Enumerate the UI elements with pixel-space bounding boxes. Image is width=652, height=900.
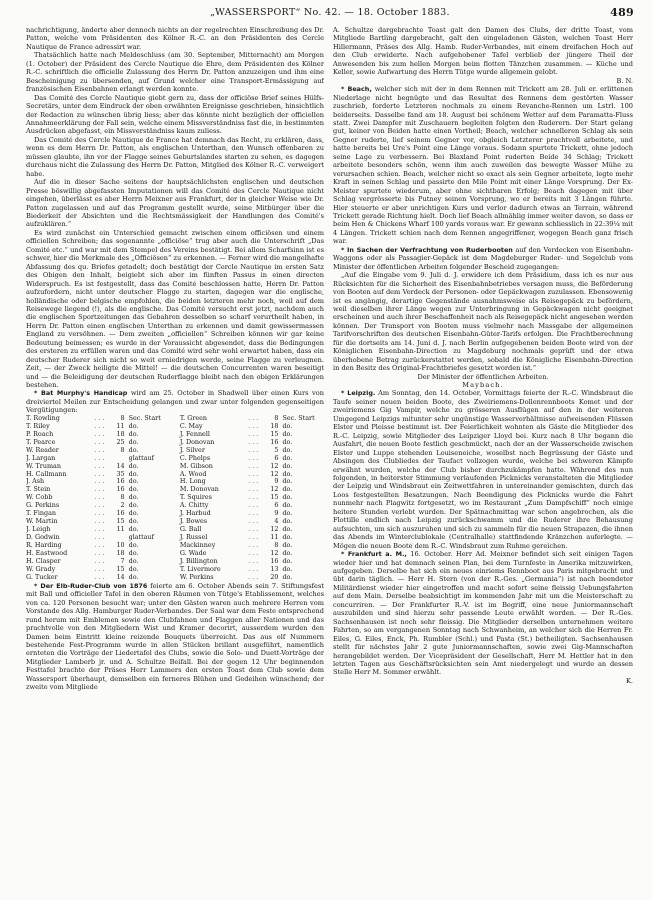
handicap-value: 18 (116, 429, 125, 438)
handicap-value: 12 (270, 469, 279, 478)
article-leipzig (333, 389, 633, 550)
column-gap (170, 518, 180, 526)
rower-name: T. Green (179, 413, 208, 422)
rower-name: T. Stein (26, 485, 51, 494)
table-row (26, 574, 324, 582)
handicap-unit: do. (128, 477, 139, 486)
rower-name: T. Pearce (26, 437, 56, 446)
signature: K. (625, 676, 633, 685)
handicap-value: 11 (116, 421, 125, 430)
left-column (26, 26, 324, 692)
handicap-value: 16 (116, 477, 125, 486)
handicap-unit: do. (282, 564, 293, 573)
column-gap (170, 439, 180, 447)
handicap-unit: do. (128, 501, 139, 510)
handicap-value: 16 (270, 557, 279, 565)
handicap-value: 12 (270, 525, 279, 534)
rower-name: J. Silver (179, 445, 205, 454)
table-row (26, 415, 324, 423)
paragraph: Das Comité des Cercle Nautique giebt gern zu, dass der officiöse Brief seines Hülfs-Secretärs, unter dem Eindruck der oben erwähnten Ereignisse geschrieben, hinsichtlich der Redaction zu wünschen übrig liess; aber das könnte nicht bezüglich der officiellen Annahmeerklärung der Fall sein, welche einem Missverständniss fast die, in bestimmten Ausdrücken abgefasst, ein Missverständniss kaum zuliess. (26, 93, 324, 136)
dot-leader (94, 574, 106, 582)
rower-name: Mackinney (179, 541, 216, 550)
table-row (26, 494, 324, 502)
signature: Maybach. (462, 381, 504, 390)
article-heading: * Beach, (341, 85, 372, 94)
handicap-unit: do. (128, 437, 139, 446)
handicap-unit: do. (282, 549, 293, 558)
handicap-value: 12 (270, 461, 279, 470)
rower-name: W. Truman (26, 461, 61, 470)
handicap-value: 4 (274, 517, 279, 526)
signature: Der Minister der öffentlichen Arbeiten. (417, 372, 549, 381)
column-gap (170, 566, 180, 574)
handicap-unit: do. (128, 421, 139, 430)
handicap-value: 14 (116, 572, 125, 581)
handicap-value: 15 (116, 517, 125, 526)
handicap-value: 6 (274, 501, 279, 510)
handicap-unit: glattauf (128, 453, 154, 462)
handicap-unit: do. (282, 501, 293, 510)
handicap-unit: do. (282, 477, 293, 486)
handicap-unit: do. (128, 429, 139, 438)
handicap-value: 9 (274, 477, 279, 486)
handicap-unit: do. (282, 517, 293, 526)
handicap-value: 11 (270, 533, 279, 542)
table-row (26, 478, 324, 486)
rower-name: W. Perkins (179, 572, 214, 581)
column-gap (170, 526, 180, 534)
handicap-value: 14 (116, 461, 125, 470)
rower-name: G. Wade (179, 549, 207, 558)
article-text: wird am 25. October in Shadwell über einen Kurs von dreiviertel Meilen zur Entscheidung gelangen und zwar unter folgenden gegenseitigen Vergütigungen: (26, 389, 324, 415)
article-text: feierte am 6. October Abends sein 7. Stiftungsfest mit Ball und officieller Tafel in den oberen Räumen von Tütge's Etablissement, welches von ca. 120 Personen besucht war; unter den Gästen waren auch mehrere Herren vom Vorstande des Allg. Hamburger Ruder-Verbandes. Der Saal war dem Feste entsprechend rund herum mit Emblemen sowie den Clubfahnen und Flaggen aller Nationen und das prachtvolle von den Mitgliedern Wist und Kramer decorirt, ausserdem wurden den Damen beim Eintritt kleine reizende Bouquets überreicht. Das aus elf Nummern bestehende Fest-Programm wurde in allen Stücken brillant ausgeführt, namentlich ernteten die Vorträge der Liedertafel des Clubs, sowie die Solo- und Duett-Vorträge der Mitglieder Lamberb jr. und A. Schultze Beifall. Bei der gegen 12 Uhr beginnenden Festtafel brachte der Präses Herr Lammers den ersten Toast dem Club sowie dem Wassersport überhaupt, demselben ein ferneres Blühen und Gedeihen wünschend; der zweite vom Mitgliede (26, 581, 324, 692)
article-elb-ruder-club (26, 582, 324, 692)
handicap-unit: do. (128, 461, 139, 470)
rower-name: M. Donovan (179, 485, 219, 494)
rower-name: H. Long (179, 477, 206, 486)
right-column (333, 26, 633, 685)
handicap-unit: do. (128, 517, 139, 526)
handicap-unit: do. (282, 533, 293, 542)
column-gap (170, 486, 180, 494)
rower-name: J. Leigh (26, 525, 51, 534)
rower-name: J. Bowes (179, 517, 208, 526)
article-text: 16. October. Herr Ad. Meixner befindet sich seit einigen Tagen wieder hier und hat demnach seinen Plan, bei dem Turnfeste in Amerika mitzuwirken, aufgegeben. Derselbe hat sich ein neues einriems Rennboot aus Paris mitgebracht und übt darin täglich. — Herr H. Stern (von der R.-Ges. „Germania“) ist nach beendeter Militärdienst wieder hier eingetroffen und macht sofort seine fleissig Uebungsfahrten auf dem Main. Derselbe beabsichtigt im kommenden Jahr mit um die Meisterschaft zu concurriren. — Der Frankfurter R.-V. ist im Begriff, eine neue Juniormannschaft auszubilden und sind hierzu sehr passende Leute erwählt worden. — Der R.-Ges. Sachsenhausen ist noch sehr fleissig. Die Mitglieder derselben unternehmen weitere Fahrten, so am vergangenen Sonntag nach Schwanheim, an welcher sich die Herren Fr. Eiles, G. Eiles, Enck, Ph. Rumbler (Schl.) und Pasta (St.) betheiligten. Sachsenhausen stellt für nächstes Jahr 2 gute Juniormannschaften, sowie zwei Gig-Mannschaften herangebildet werden. Der Vicepräsident der Gesellschaft, Herr M. Hettler hat in den letzten Tagen aus Geschäftsrücksichten sein Amt niedergelegt und wurde an dessen Stelle Herr M. Sommer erwählt. (333, 550, 633, 677)
handicap-table (26, 415, 324, 582)
article-text: auf den Verdecken von Eisenbahn-Waggons oder als Passagier-Gepäck ist dem Magdeburger Ruder- und Segelclub vom Minister der öffentlichen Arbeiten folgender Bescheid zugegangen: (333, 245, 633, 271)
article-heading: * Frankfurt a. M., (341, 550, 407, 559)
handicap-unit: do. (282, 541, 293, 550)
handicap-unit: do. (282, 557, 293, 565)
rower-name: G. Ball (179, 525, 202, 534)
table-row (26, 542, 324, 550)
table-row (26, 558, 324, 566)
table-row (26, 423, 324, 431)
handicap-unit: do. (128, 572, 139, 581)
running-title: „WASSERSPORT“ No. 42. — 18. October 1883. (210, 7, 450, 18)
article-heading: * Der Elb-Ruder-Club von 1876 (34, 581, 148, 590)
handicap-unit: do. (128, 557, 139, 565)
rower-name: T. Livermore (179, 564, 221, 573)
handicap-value: 10 (116, 541, 125, 550)
handicap-value: 13 (270, 564, 279, 573)
handicap-unit: do. (128, 445, 139, 454)
rower-name: A. Wood (179, 469, 207, 478)
rower-name: G. Perkins (26, 501, 60, 510)
handicap-unit: do. (128, 549, 139, 558)
column-gap (170, 415, 180, 423)
paragraph: nachrichtigung, änderte aber dennoch nichts an der regelrechten Einschreibung des Dr. Patton, welche vom Präsidenten des Kölner R.-C. an den Präsidenten des Cercle Nautique de France adressirt war. (26, 26, 324, 51)
column-gap (170, 471, 180, 479)
article-text: Am Sonntag, den 14. October, Vormittags feierte der R.-C. Windsbraut die Taufe seiner neuen beiden Boote, des Zweiriemens-Dollenrennboots Komet und der zweiriemens Gig Vampir, welche zu grösseren Ausflügen auf den in der weiteren Umgegend Leipzigs mitunter sehr ungünstige Wasserverhältnisse aufweisenden Flüssen Elster und Pleisse bestimmt ist. Der Feierlichkeit wohnten als Gäste die Mitglieder des R.-C. Leipzig, sowie Mitglieder des Leipziger Lloyd bei. Kurz nach 8 Uhr begann die Ausfahrt, die neuen Boote festlich geschmückt, nach der an der Wasserscheide zwischen Elster und Luppe stehenden Louiseneiche, woselbst nach Begrüssung der Gäste und Absingen des Clubliedes der Taufact vollzogen wurde, welche bei schweren Kämpfe erwähnt wurden, welche der Club bisher durchzukämpfen hatte. Während des nun folgenden, in heiterster Stimmung verlaufenden Picknicks veranstalteten die Mitglieder der Leipzig und Windsbraut ein Zeitwettfahren in untereinander gemischten, durch das Loos festgestellten Besatzungen. Nach Beendigung des Picknicks wurde die Fahrt nunmehr nach Plagwitz fortgesetzt, wo im Restaurant „Zum Dampfschiff“ noch einige heitere Stunden verlebt wurden. Der Spätnachmittag war schon angebrochen, als die Flottille endlich nach Leipzig zurückschwamm und die Ruderer ihre Behausung aufsuchten, um sich auszuruhen und sich zu sammeln für die neuen Strapazen, die ihnen das Abends im Winterclublokale (Centralhalle) stattfindende Kränzchen auferlegte. — Mögen die neuen Boote dem R.-C. Windsbraut zum Ruhme gereichen. (333, 389, 633, 550)
rower-name: W. Reader (26, 445, 59, 454)
handicap-value: 35 (116, 469, 125, 478)
rower-name: T. Riley (26, 421, 50, 430)
handicap-unit: do. (282, 429, 293, 438)
rower-name: J. Donovan (179, 437, 215, 446)
article-heading: * Leipzig. (341, 389, 376, 398)
rower-name: H. Eastwood (26, 549, 68, 558)
table-row (26, 566, 324, 574)
article-bat-murphy (26, 389, 324, 414)
rower-name: T. Squires (179, 493, 212, 502)
signature: B. N. (616, 76, 633, 85)
handicap-unit: do. (282, 493, 293, 502)
rower-name: T. Fingan (26, 509, 56, 518)
table-row (26, 447, 324, 455)
column-gap (170, 447, 180, 455)
handicap-value: 16 (116, 509, 125, 518)
handicap-value: 9 (274, 509, 279, 518)
rower-name: H. Clasper (26, 557, 61, 565)
table-row (26, 550, 324, 558)
rower-name: G. Tucker (26, 572, 58, 581)
rower-name: M. Gibson (179, 461, 213, 470)
handicap-unit: do. (282, 445, 293, 454)
rower-name: J. Ash (26, 477, 45, 486)
handicap-unit: do. (282, 421, 293, 430)
handicap-value: 15 (270, 429, 279, 438)
column-gap (170, 455, 180, 463)
table-row (26, 502, 324, 510)
column-gap (170, 463, 180, 471)
handicap-value: 20 (270, 572, 279, 581)
rower-name: W. Grady (26, 564, 56, 573)
page-header (26, 7, 634, 21)
article-text: welcher sich mit der in dem Rennen mit Trickett am 28. Juli er. erlittenen Niederlage nicht begnügte und das Resultat des Rennens dem gestörten Wasser zuschrieb, forderte Letzteren nochmals zu einem Revanche-Rennen um Lstrl. 100 beiderseits. Dasselbe fand am 18. August bei schönem Wetter auf dem Paramatta-Fluss statt. Zwei Dampfer mit Zuschauern begleiten folgten den Ruderern. Der Start gelang gut, keiner von Beiden hatte einen Vortheil; Beach, welcher schnelleren Schlag als sein Gegner ruderte, lief seinem Gegner vor, obgleich Letzterer prachtvoll arbeitete, und hatte bereits bei Ure's Point eine Länge voraus. Sodann spurtete Trickett, ohne jedoch seine Lage zu verbessern. Bei Blaxland Point ruderten Beide 34 Schlag; Trickett arbeitete besonders schön, wenn ihm auch zuweilen das bewegte Wasser Mühe zu verursachen schien. Beach, welcher nicht so exact als sein Gegner arbeitete, legte mehr Kraft in seinen Schlag und passirte den Mile Point mit einer Länge Vorsprung. Der Ex-Meister spurtete wiederum, aber ohne sichtbaren Erfolg; Beach dagegen mit über Schlag vergrösserte bis Putney seinen Vorsprung, wo er bereits mit 3 Längen führte. Hier steuerte er aber unrichtigen Kurs und verlor dadurch etwas an Terrain, während Trickett gerade Richtung hielt. Doch lief Beach allmählig immer weiter davon, so dass er beim Hen & Chickens Wharf 100 yards voraus war. Er gewann schliesslich in 22:39¼ mit 4 Längen. Trickett schien nach dem Rennen angegriffener, wogegen Beach ganz frisch war. (333, 85, 633, 246)
handicap-value: 8 (120, 493, 125, 502)
rower-name: W. Cobb (26, 493, 53, 502)
article-heading: * In Sachen der Verfrachtung von Ruderbooten (341, 245, 513, 254)
dot-leader (248, 574, 260, 582)
handicap-value: 16 (116, 485, 125, 494)
handicap-value: 8 (274, 413, 279, 422)
handicap-value: 25 (116, 437, 125, 446)
handicap-unit: do. (282, 572, 293, 581)
handicap-value: 18 (270, 421, 279, 430)
handicap-value: 16 (270, 437, 279, 446)
handicap-value: 8 (120, 445, 125, 454)
handicap-unit: do. (282, 461, 293, 470)
handicap-value: 12 (270, 549, 279, 558)
handicap-value: 8 (120, 413, 125, 422)
quoted-decree: „Auf die Eingabe vom 9. Juli d. J. erwidere ich dem Präsidium, dass ich es nur aus Rücksichten für die Sicherheit des Eisenbahnbetriebes versagen muss, die Beförderung von Booten auf dem Verdeck der Personen- oder Gepäckwagen zuzulassen. Ebensowenig ist es angängig, derartige Gegenstände ausnahmsweise als Reisegepäck zu befördern, weil dieselben ihrer Länge wegen zur Unterbringung in Gepäckwagen nicht geeignet erscheinen und auch ihrer Beschaffenheit nach als Reisegepäck nicht angesehen werden können. Der Transport von Booten muss vielmehr nach Massgabe der allgemeinen Tarifvorschriften des deutschen Eisenbahn-Güter-Tarifs erfolgen. Die Frachtberechnung für die dortseits am 14. Juni d. J. nach Berlin aufgegebenen beiden Boote wird von der Königlichen Eisenbahn-Direction zu Magdeburg nochmals geprüft und der etwa überhobene Betrag zurückerstattet werden, sobald die Königliche Eisenbahn-Direction in den Besitz des Original-Frachtbriefes gesetzt worden ist.“ (333, 271, 633, 373)
table-row (26, 439, 324, 447)
handicap-unit: do. (282, 525, 293, 534)
handicap-unit: do. (282, 453, 293, 462)
article-verfrachtung (333, 246, 633, 271)
rower-name: C. May (179, 421, 203, 430)
column-gap (170, 510, 180, 518)
handicap-unit: do. (282, 469, 293, 478)
rower-name: W. Martin (26, 517, 58, 526)
handicap-unit: Sec. Start (128, 413, 161, 422)
handicap-unit: do. (128, 469, 139, 478)
handicap-value: 15 (116, 564, 125, 573)
column-gap (170, 431, 180, 439)
handicap-unit: do. (128, 541, 139, 550)
column-gap (170, 494, 180, 502)
handicap-value: 18 (116, 549, 125, 558)
handicap-unit: do. (128, 564, 139, 573)
handicap-unit: glattauf (128, 533, 154, 542)
paragraph: Es wird zunächst ein Unterschied gemacht zwischen einem officiösen und einem officiellen Schreiben; das sogenannte „officiöse“ trug aber auch die Unterschrift „Das Comité etc.“ und war mit dem Stempel des Vereins bestätigt. Bei allem Scharfsinn ist es schwer, hier die Merkmale des „Officiösen“ zu erkennen. — Ferner wird die mangelhafte Abfassung des qu. Briefes getadelt; doch bestätigt der Cercle Nautique im ersten Satz des Obigen den Inhalt, beigiebt sich aber im fünften Passus in einen directen Widerspruch. Es ist festgestellt, dass das Comité beschlossen hatte, Herrn Dr. Patton aufzufordern, nicht unter deutscher Flagge zu starten, dagegen war die englische, holländische oder belgische empfohlen, die beiden letzteren mehr noch, weil auf dem Reisewege liegend (!), als die englische. Das Comité versucht erst jetzt, nachdem auch die englischen Sportzeitungen das Gebahren desselben so scharf verurtheilt haben, in Herrn Dr. Patton einen englischen Unterthan zu erkennen und damit gewissermassen England zu versöhnen. — Dem zweiten „officiellen“ Schreiben können wir gar keine Bedeutung beimessen; es wurde in der Voraussicht abgesendet, dass die Bedingungen des ersteren zu erfüllen waren und das Comité wird sehr wohl erwartet haben, dass ein deutscher Ruderer sich nicht so weit erniedrigen werde, seine Flagge zu verleugnen. Zeit, — der Zweck heiligte die Mittel! — die deutschen Concurrenten waren beseitigt und — die Beleidigung der deutschen Ruderflagge bleibt nach den obigen Erklärungen bestehen. (26, 228, 324, 390)
handicap-value: 6 (274, 453, 279, 462)
handicap-value: 15 (270, 493, 279, 502)
handicap-value: 7 (120, 557, 125, 565)
rower-name: J. Harbud (179, 509, 211, 518)
handicap-value: 8 (274, 541, 279, 550)
rower-name: J. Billington (179, 557, 218, 565)
paragraph: Thatsächlich hatte nach Meldeschluss (am 30. September, Mitternacht) am Morgen (1. October) der Präsident des Cercle Nautique die Ehre, dem Präsidenten des Kölner R.-C. schriftlich die officielle Zulassung des Herrn Dr. Patton anzuzeigen und ihm eine Bescheinigung zu übersenden, auf Grund welcher eine Transport-Ermässigung auf französischen Eisenbahnen erlangt werden konnte. (26, 51, 324, 94)
column-gap (170, 478, 180, 486)
handicap-value: 11 (116, 525, 125, 534)
table-row (26, 431, 324, 439)
handicap-unit: do. (128, 509, 139, 518)
table-row (26, 455, 324, 463)
table-row (26, 534, 324, 542)
column-gap (170, 423, 180, 431)
handicap-unit: Sec. Start (282, 413, 315, 422)
column-gap (170, 542, 180, 550)
table-row (26, 510, 324, 518)
handicap-unit: do. (128, 485, 139, 494)
article-frankfurt (333, 550, 633, 677)
handicap-unit: do. (282, 437, 293, 446)
rower-name: J. Largan (26, 453, 56, 462)
handicap-value: 12 (270, 485, 279, 494)
handicap-unit: do. (282, 509, 293, 518)
rower-name: A. Chitty (179, 501, 209, 510)
column-gap (170, 550, 180, 558)
column-gap (170, 502, 180, 510)
rower-name: P. Roach (26, 429, 54, 438)
column-gap (170, 558, 180, 566)
paragraph: Das Comité des Cercle Nautique de France hat demnach das Recht, zu erklären, dass, wenn es dem Herrn Dr. Patton, als englischen Unterthan, den Wunsch offenbaren zu müssen glaubte, ihn vor der Flagge seines Geburtslandes starten zu sehen, es dagegen durchaus nicht die Zulassung des Herrn Dr. Patton, Mitglied des Kölner R.-C. verweigert habe. (26, 135, 324, 178)
handicap-unit: do. (128, 493, 139, 502)
table-row (26, 486, 324, 494)
rower-name: J. Russel (179, 533, 208, 542)
rower-name: J. Fennell (179, 429, 210, 438)
rower-name: H. Callmann (26, 469, 67, 478)
rower-name: T. Rowling (26, 413, 60, 422)
article-heading: * Bat Murphy's Handicap (34, 389, 128, 398)
handicap-value: 5 (274, 445, 279, 454)
paragraph: A. Schultze dargebrachte Toast galt den Damen des Clubs, der dritte Toast, vom Mitgliede Bartling dargebracht, galt den eingeladenen Gästen, welchen Toast Herr Hillermann, Präses des Allg. Hamb. Ruder-Verbandes, mit einem dreifachen Hoch auf den Club erwiderte. Nach aufgehobener Tafel verblieb der jüngere Theil der Anwesenden bis zum hellen Morgen beim flotten Tänzchen zusammen. — Küche und Keller, sowie Aufwartung des Herrn Tütge wurde allgemein gelobt. (333, 26, 633, 77)
table-row (26, 518, 324, 526)
rower-name: D. Godwin (26, 533, 60, 542)
table-row (26, 526, 324, 534)
table-row (26, 463, 324, 471)
handicap-unit: do. (128, 525, 139, 534)
article-beach (333, 85, 633, 246)
column-gap (170, 574, 180, 582)
handicap-unit: do. (282, 485, 293, 494)
page-number: 489 (610, 6, 634, 19)
handicap-value: 2 (120, 501, 125, 510)
rower-name: R. Harding (26, 541, 62, 550)
rower-name: C. Phelps (179, 453, 211, 462)
column-gap (170, 534, 180, 542)
table-row (26, 471, 324, 479)
paragraph: Auf die in dieser Sache seitens der hauptsächlichsten englischen und deutschen Presse böswillig abgefassten Imputationen will das Comité des Cercle Nautique nicht eingehen, überlässt es aber Herrn Meixner aus Frankfurt, der in gleicher Weise wie Dr. Patton zugelassen und auf das Programm gestellt wurde, seine Mitbürger über die Biederkeit der Absichten und die Rechtsmässigkeit der Handlungen des Comité's aufzuklären.“ (26, 178, 324, 229)
